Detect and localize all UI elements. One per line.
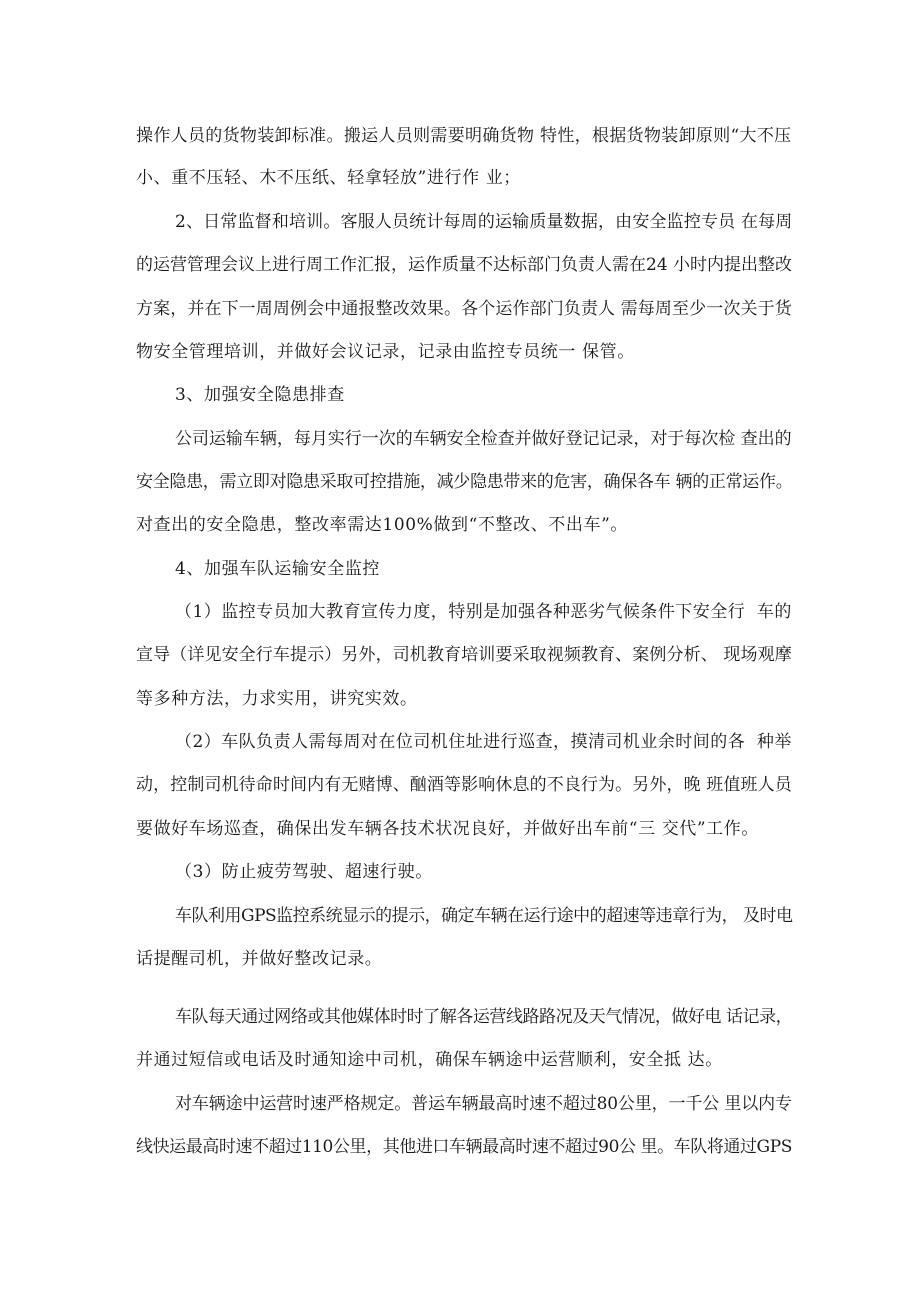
text-line: 的运营管理会议上进行周工作汇报，运作质量不达标部门负责人需在24 小时内提出整改 — [136, 255, 793, 275]
text-line: 对查出的安全隐患，整改率需达100%做到“不整改、不出车”。 — [136, 515, 628, 535]
text-line: 宣导（详见安全行车提示）另外，司机教育培训要采取视频教育、案例分析、 现场观摩 — [136, 645, 792, 665]
text-line: 小、重不压轻、木不压纸、轻拿轻放”进行作 业； — [136, 168, 521, 188]
text-line: 并通过短信或电话及时通知途中司机，确保车辆途中运营顺利，安全抵 达。 — [136, 1050, 723, 1070]
text-line: 等多种方法，力求实用，讲究实效。 — [136, 689, 418, 709]
text-line: 线快运最高时速不超过110公里，其他进口车辆最高时速不超过90公 里。车队将通过GPS — [136, 1137, 792, 1157]
text-line: （1）监控专员加大教育宣传力度，特别是加强各种恶劣气候条件下安全行 车的 — [175, 602, 792, 622]
section-heading: 4、加强车队运输安全监控 — [175, 559, 381, 579]
text-line: 话提醒司机，并做好整改记录。 — [136, 949, 383, 969]
text-line: 车队利用GPS监控系统显示的提示，确定车辆在运行途中的超速等违章行为， 及时电 — [175, 906, 793, 926]
text-line: 动，控制司机待命时间内有无赌博、酗酒等影响休息的不良行为。另外，晚 班值班人员 — [136, 775, 792, 795]
text-line: 2、日常监督和培训。客服人员统计每周的运输质量数据，由安全监控专员 在每周 — [175, 212, 793, 232]
section-heading: 3、加强安全隐患排查 — [175, 385, 345, 405]
text-line: 对车辆途中运营时速严格规定。普运车辆最高时速不超过80公里，一千公 里以内专 — [175, 1094, 792, 1114]
text-line: 车队每天通过网络或其他媒体时时了解各运营线路路况及天气情况，做好电 话记录， — [175, 1007, 793, 1027]
text-line: 操作人员的货物装卸标准。搬运人员则需要明确货物 特性，根据货物装卸原则“大不压 — [136, 126, 792, 146]
text-line: 要做好车场巡查，确保出发车辆各技术状况良好，并做好出车前“三 交代”工作。 — [136, 819, 759, 839]
text-line: 方案，并在下一周周例会中通报整改效果。各个运作部门负责人 需每周至少一次关于货 — [136, 299, 792, 319]
text-line: 公司运输车辆，每月实行一次的车辆安全检查并做好登记记录，对于每次检 查出的 — [175, 429, 792, 449]
text-line: 安全隐患，需立即对隐患采取可控措施，减少隐患带来的危害，确保各车 辆的正常运作。 — [136, 472, 793, 492]
text-line: （3）防止疲劳驾驶、超速行驶。 — [175, 862, 433, 882]
text-line: 物安全管理培训，并做好会议记录，记录由监控专员统一 保管。 — [136, 342, 635, 362]
text-line: （2）车队负责人需每周对在位司机住址进行巡查，摸清司机业余时间的各 种举 — [175, 732, 792, 752]
